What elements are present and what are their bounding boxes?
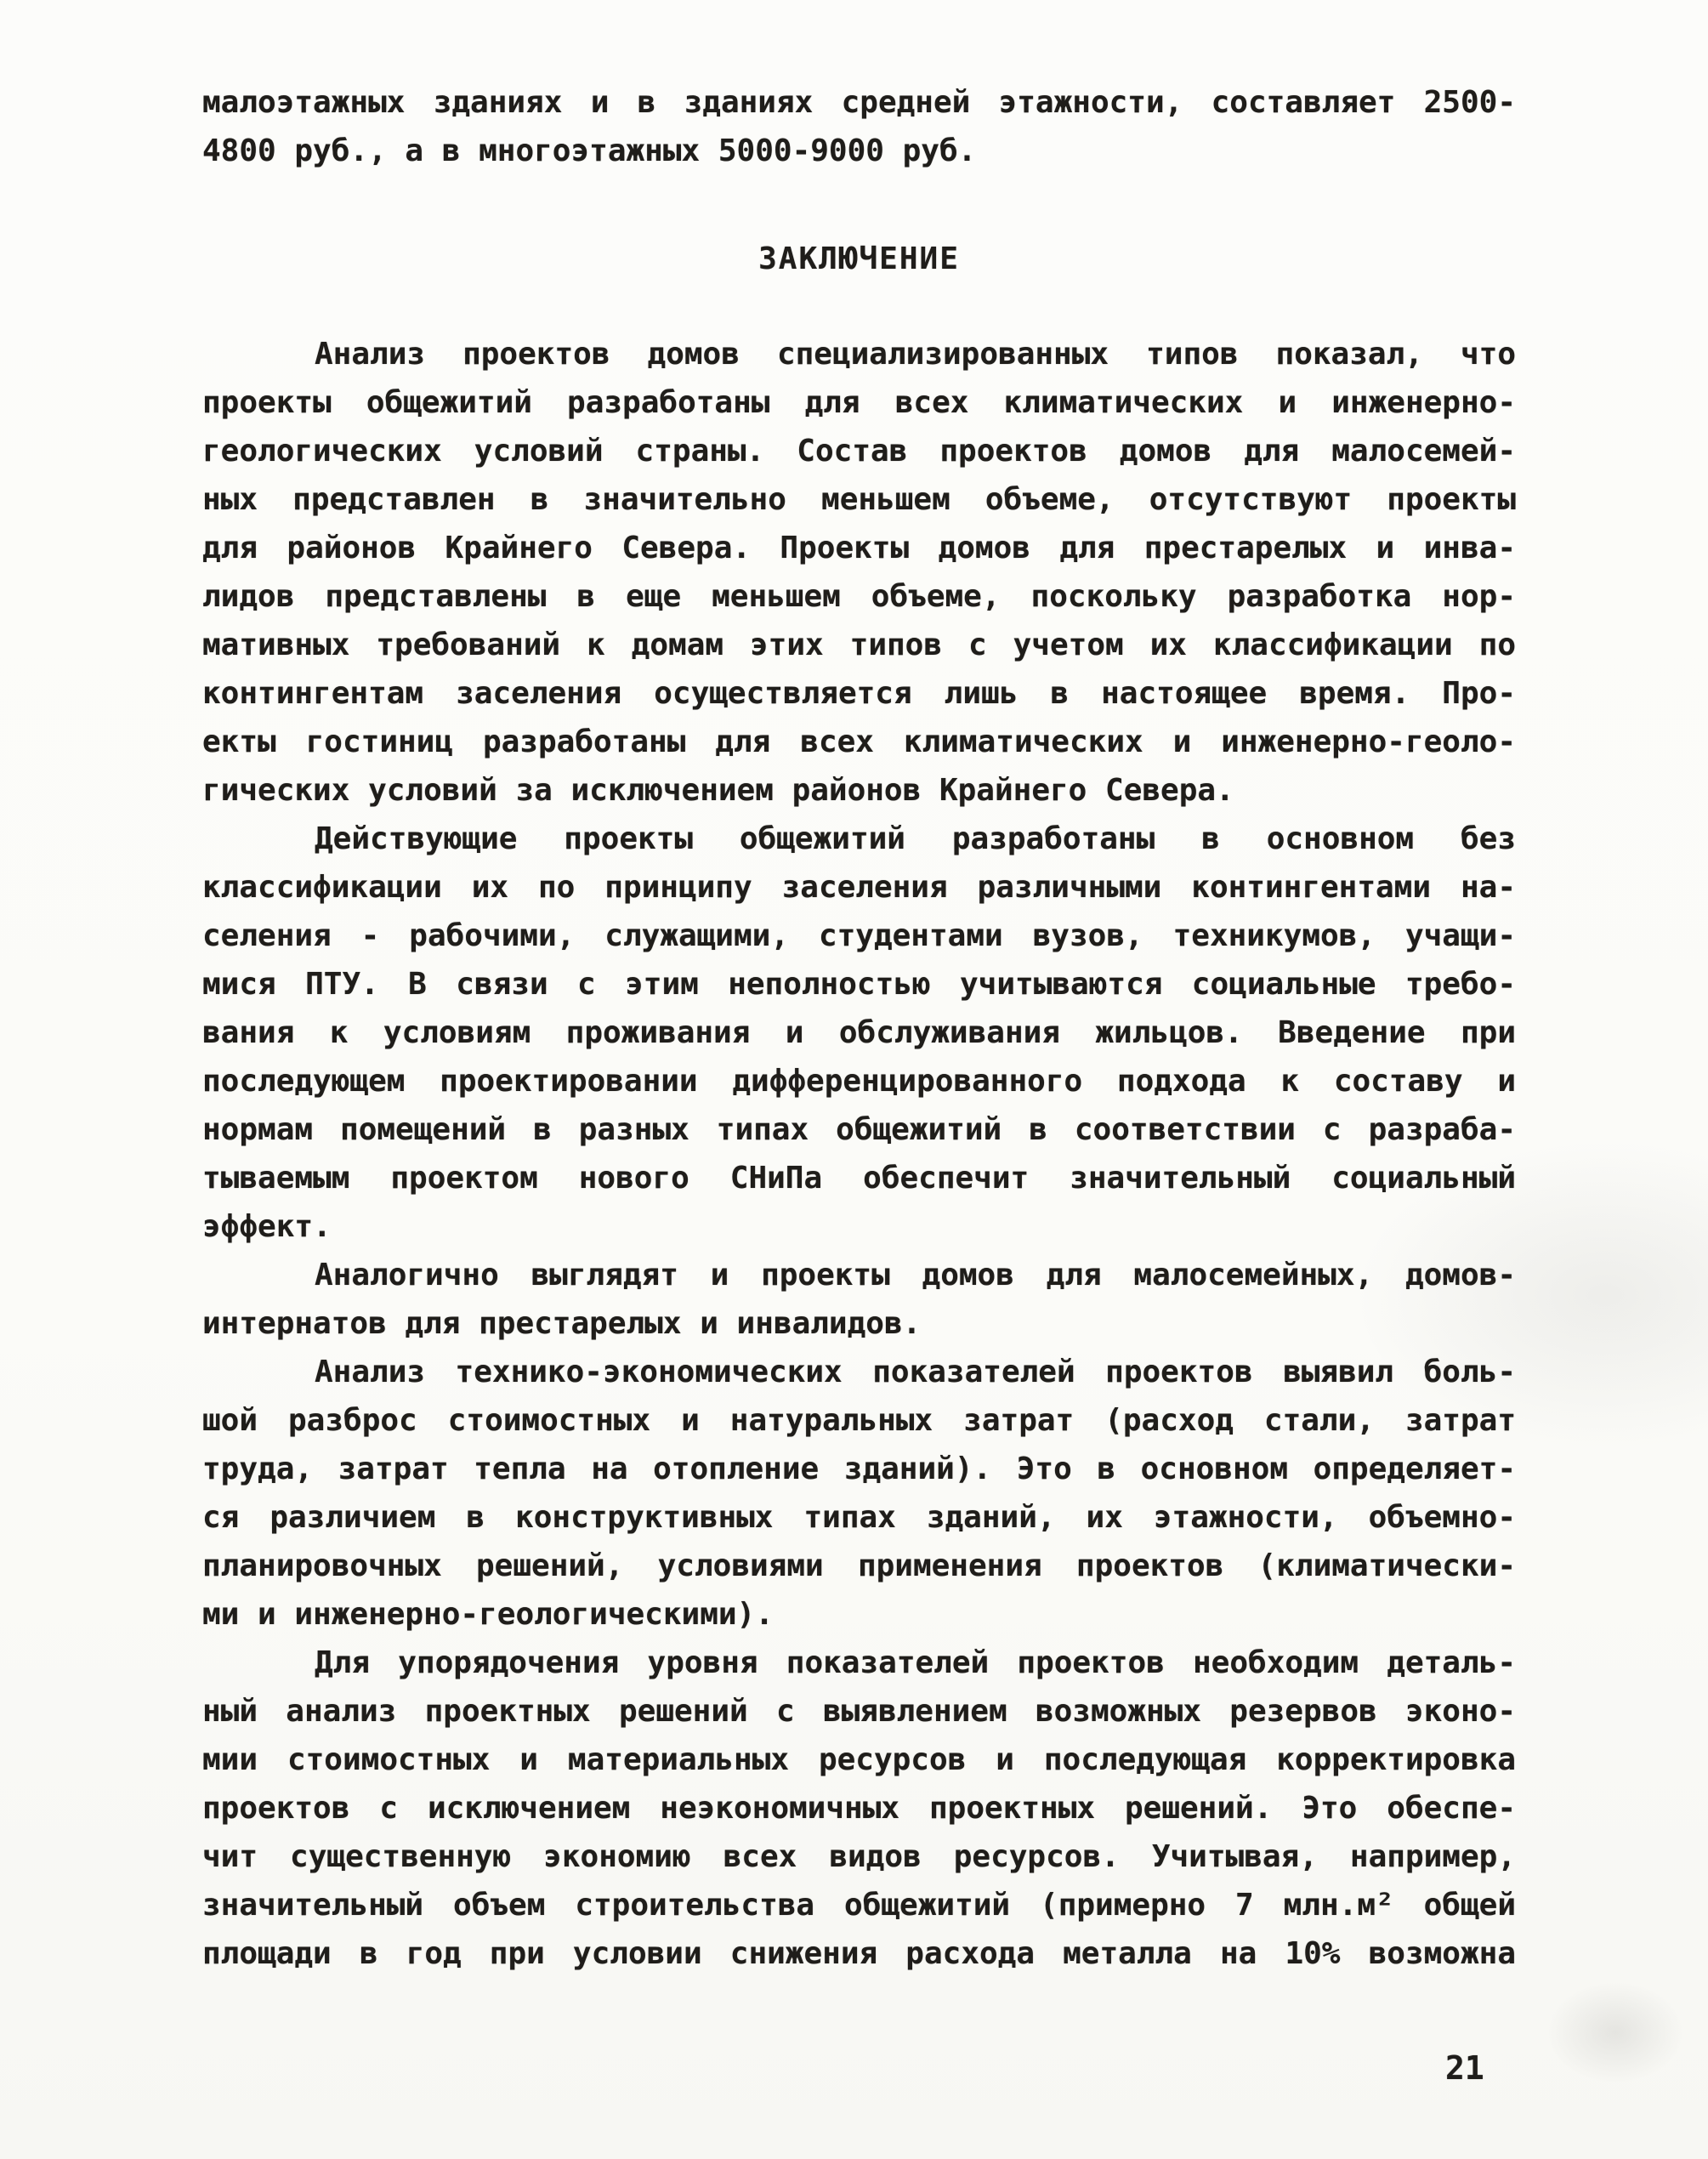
text-line: лидов представлены в еще меньшем объеме, поскольку разработка нор- bbox=[202, 579, 1516, 614]
text-line: мии стоимостных и материальных ресурсов и последующая корректировка bbox=[202, 1742, 1516, 1777]
text-line: шой разброс стоимостных и натуральных затрат (расход стали, затрат bbox=[202, 1403, 1516, 1438]
paragraph bbox=[202, 78, 1516, 175]
text-line: ных представлен в значительно меньшем объеме, отсутствуют проекты bbox=[202, 482, 1516, 517]
text-line: мативных требований к домам этих типов с учетом их классификации по bbox=[202, 628, 1516, 662]
text-line: чит существенную экономию всех видов ресурсов. Учитывая, например, bbox=[202, 1839, 1516, 1874]
text-line: гических условий за исключением районов Крайнего Севера. bbox=[202, 773, 1234, 808]
text-line: проектов с исключением неэкономичных проектных решений. Это обеспе- bbox=[202, 1791, 1516, 1826]
text-line: значительный объем строительства общежитий (примерно 7 млн.м² общей bbox=[202, 1888, 1516, 1923]
text-line: 4800 руб., а в многоэтажных 5000-9000 руб. bbox=[202, 134, 977, 168]
text-line: интернатов для престарелых и инвалидов. bbox=[202, 1306, 922, 1341]
text-line: мися ПТУ. В связи с этим неполностью учитываются социальные требо- bbox=[202, 967, 1516, 1002]
scan-smudge bbox=[1547, 1981, 1683, 2083]
text-line: труда, затрат тепла на отопление зданий). Это в основном определяет- bbox=[202, 1452, 1516, 1486]
text-line: планировочных решений, условиями применения проектов (климатически- bbox=[202, 1548, 1516, 1583]
text-line: Действующие проекты общежитий разработаны в основном без bbox=[315, 821, 1516, 856]
paragraph bbox=[202, 330, 1516, 815]
text-line: ми и инженерно-геологическими). bbox=[202, 1597, 774, 1632]
text-line: селения - рабочими, служащими, студентами вузов, техникумов, учащи- bbox=[202, 918, 1516, 953]
text-line: Для упорядочения уровня показателей проектов необходим деталь- bbox=[315, 1645, 1516, 1680]
page-number: 21 bbox=[1445, 2049, 1484, 2087]
paragraph bbox=[202, 1639, 1516, 1978]
text-line: нормам помещений в разных типах общежитий в соответствии с разраба- bbox=[202, 1112, 1516, 1147]
text-line: тываемым проектом нового СНиПа обеспечит значительный социальный bbox=[202, 1161, 1516, 1196]
text-line: последующем проектировании дифференцированного подхода к составу и bbox=[202, 1064, 1516, 1099]
paragraph bbox=[202, 1251, 1516, 1348]
text-column bbox=[202, 78, 1516, 1978]
text-line: для районов Крайнего Севера. Проекты домов для престарелых и инва- bbox=[202, 531, 1516, 565]
text-line: екты гостиниц разработаны для всех климатических и инженерно-геоло- bbox=[202, 724, 1516, 759]
text-line: ся различием в конструктивных типах зданий, их этажности, объемно- bbox=[202, 1500, 1516, 1535]
section-heading: ЗАКЛЮЧЕНИЕ bbox=[758, 241, 960, 276]
text-line: ный анализ проектных решений с выявлением возможных резервов эконо- bbox=[202, 1694, 1516, 1729]
text-line: вания к условиям проживания и обслуживания жильцов. Введение при bbox=[202, 1015, 1516, 1050]
text-line: проекты общежитий разработаны для всех климатических и инженерно- bbox=[202, 385, 1516, 420]
text-line: классификации их по принципу заселения различными контингентами на- bbox=[202, 870, 1516, 905]
text-line: Анализ проектов домов специализированных типов показал, что bbox=[315, 337, 1516, 372]
text-line: Анализ технико-экономических показателей проектов выявил боль- bbox=[315, 1355, 1516, 1389]
paragraph bbox=[202, 815, 1516, 1251]
text-line: эффект. bbox=[202, 1209, 332, 1244]
paragraph bbox=[202, 1348, 1516, 1639]
text-line: контингентам заселения осуществляется лишь в настоящее время. Про- bbox=[202, 676, 1516, 711]
text-line: геологических условий страны. Состав проектов домов для малосемей- bbox=[202, 434, 1516, 469]
text-line: малоэтажных зданиях и в зданиях средней этажности, составляет 2500- bbox=[202, 85, 1516, 120]
text-line: Аналогично выглядят и проекты домов для малосемейных, домов- bbox=[315, 1258, 1516, 1293]
text-line: площади в год при условии снижения расхода металла на 10% возможна bbox=[202, 1936, 1516, 1971]
